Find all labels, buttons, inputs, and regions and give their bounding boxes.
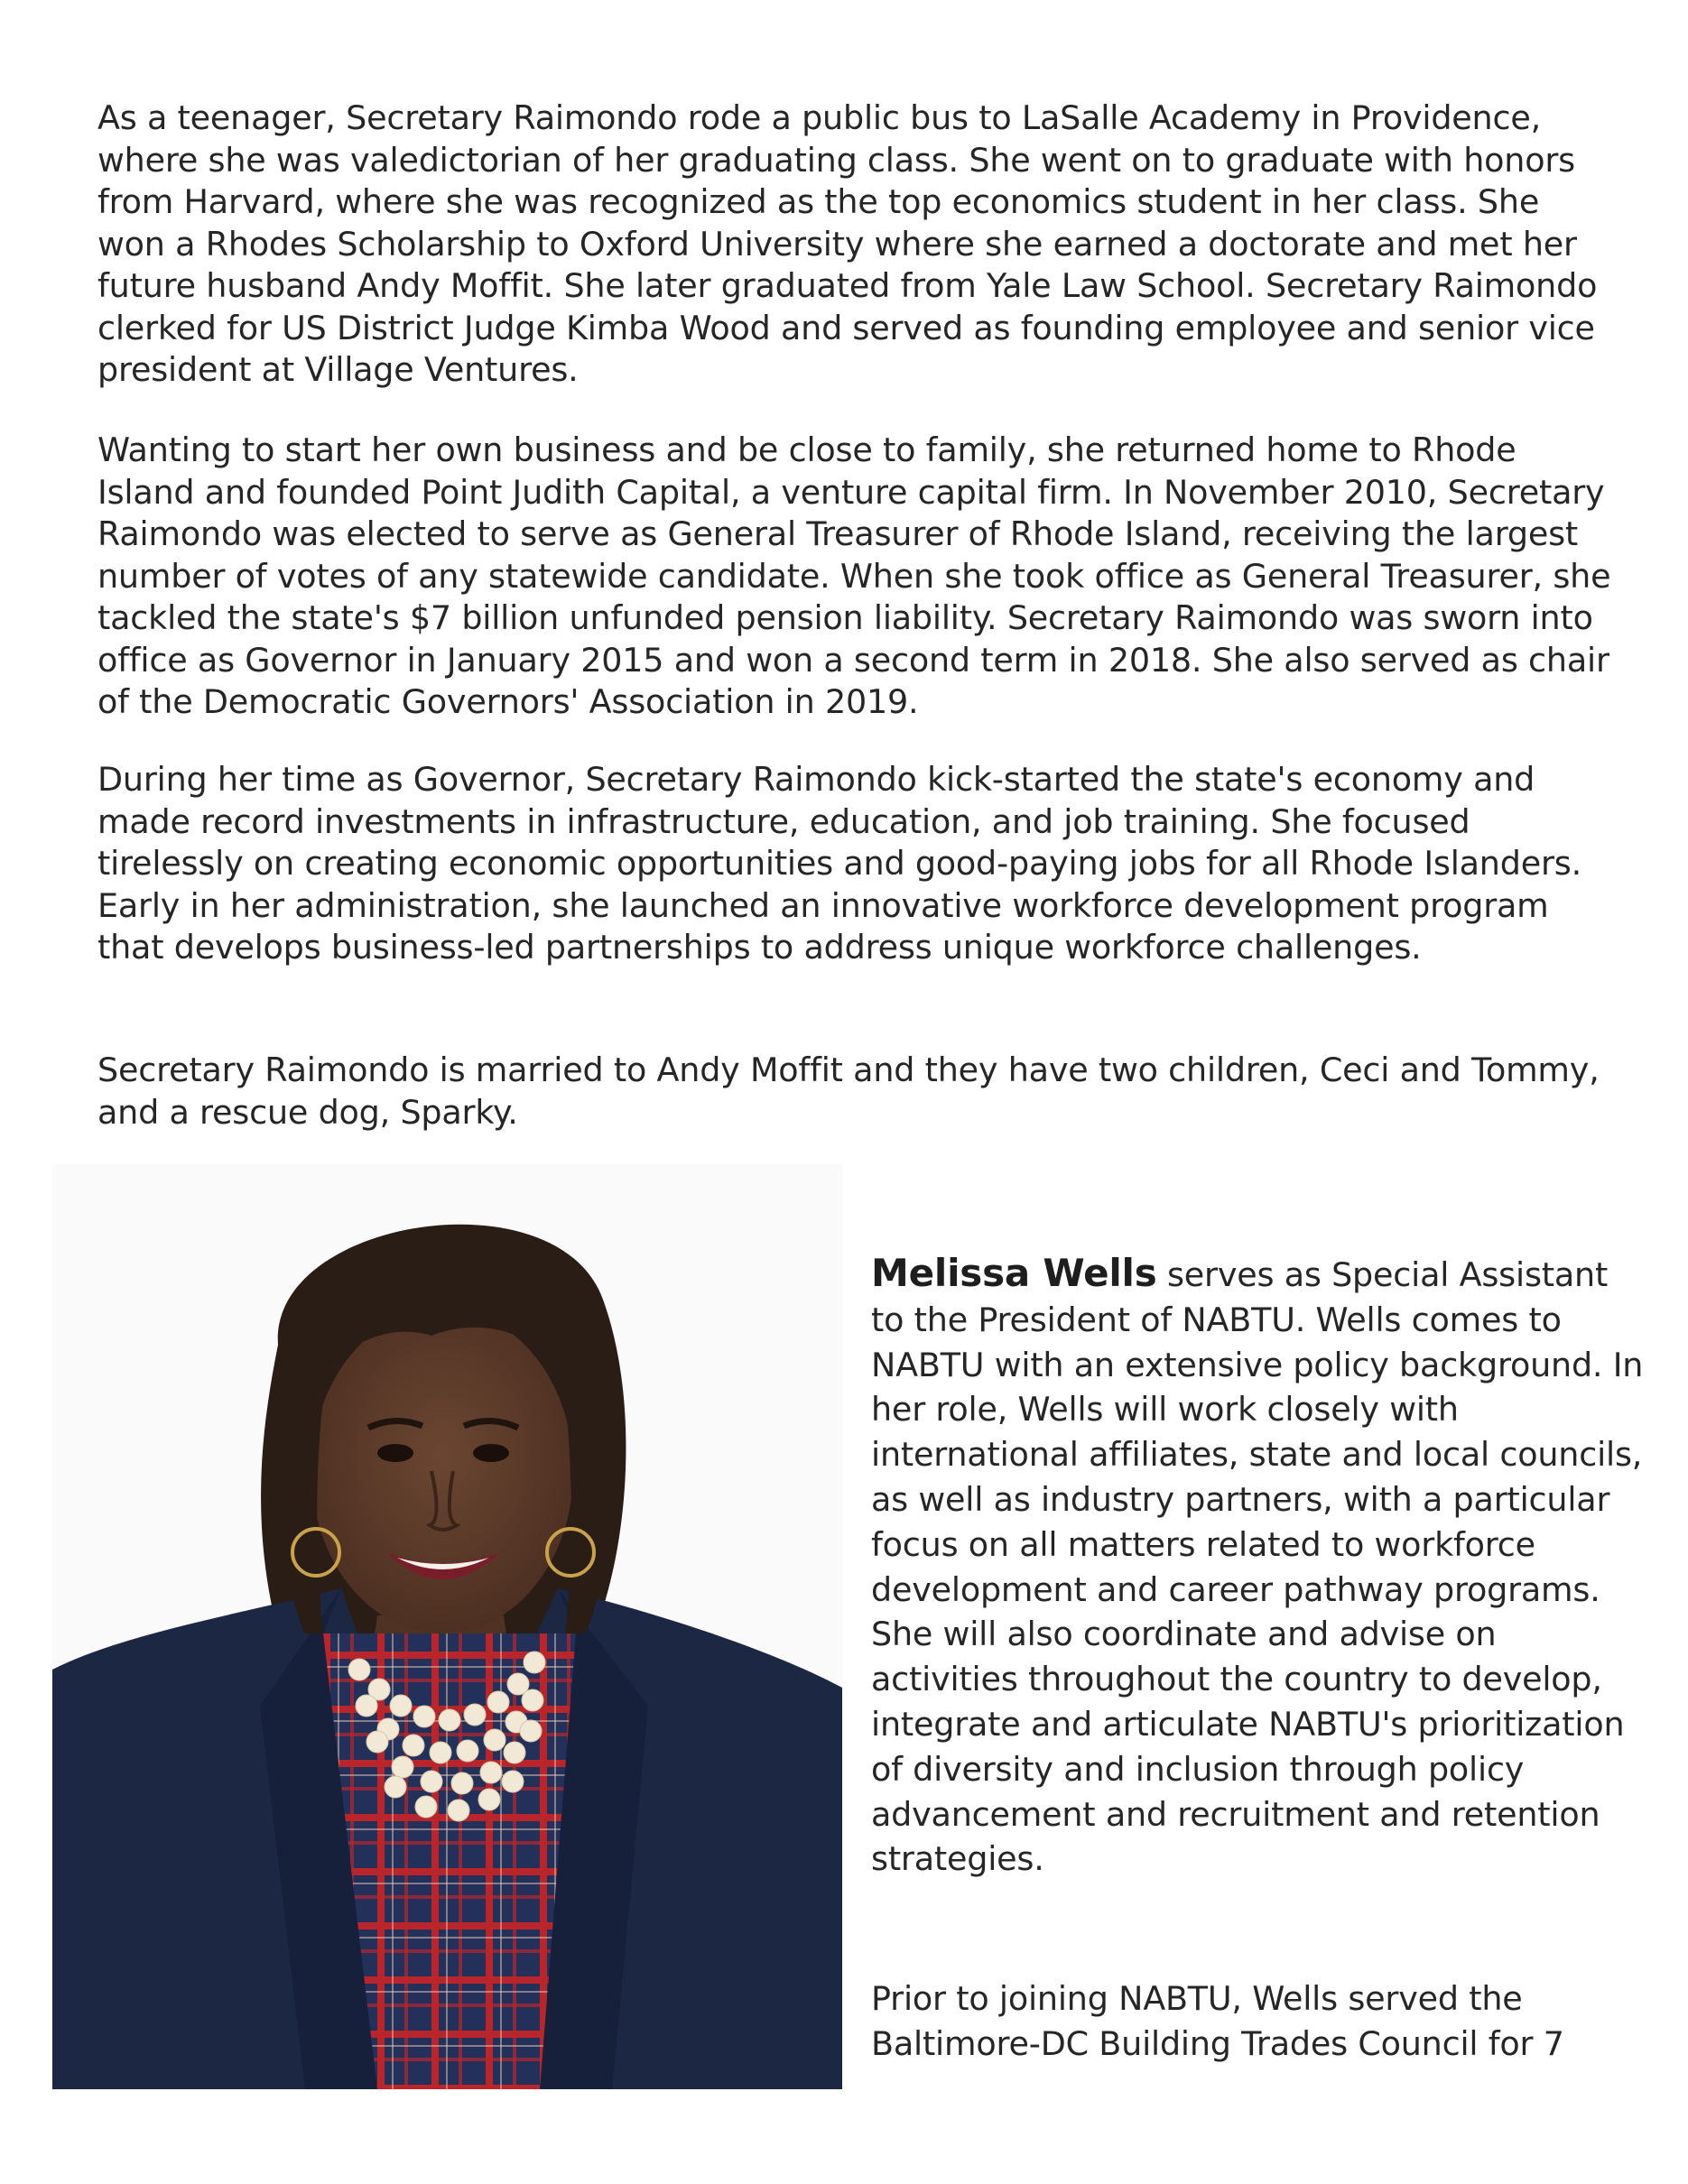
bio-paragraph: [871, 1251, 1647, 1882]
paragraph-family: Secretary Raimondo is married to Andy Moffit and they have two children, Ceci and Tommy, and a rescue dog, Sparky.: [97, 1050, 1600, 1132]
portrait-photo: [52, 1164, 842, 2089]
paragraph-career: Wanting to start her own business and be close to family, she returned home to Rhode Island and founded Point Judith Capital, a venture capital firm. In November 2010, Secretary Raimondo was elected to serve as General Treasurer of Rhode Island, receiving the largest number of votes of any statewide candidate. When she took office as General Treasurer, she tackled the state's $7 billion unfunded pension liability. Secretary Raimondo was sworn into office as Governor in January 2015 and won a second term in 2018. She also served as chair of the Democratic Governors' Association in 2019.: [97, 430, 1611, 721]
portrait-illustration: [52, 1164, 842, 2089]
bio-text: serves as Special Assistant to the President of NABTU. Wells comes to NABTU with an extensive policy background. In her role, Wells will work closely with international affiliates, state and local councils, as well as industry partners, with a particular focus on all matters related to workforce development and career pathway programs. She will also coordinate and advise on activities throughout the country to develop, integrate and articulate NABTU's prioritization of diversity and inclusion through policy advancement and recruitment and retention strategies.: [871, 1255, 1644, 1879]
bio-paragraph-2: Prior to joining NABTU, Wells served the Baltimore-DC Building Trades Council for 7: [871, 1979, 1564, 2063]
bio-name: Melissa Wells: [871, 1251, 1157, 1295]
paragraph-education: As a teenager, Secretary Raimondo rode a public bus to LaSalle Academy in Providence, where she was valedictorian of her graduating class. She went on to graduate with honors from Harvard, where she was recognized as the top economics student in her class. She won a Rhodes Scholarship to Oxford University where she earned a doctorate and met her future husband Andy Moffit. She later graduated from Yale Law School. Secretary Raimondo clerked for US District Judge Kimba Wood and served as founding employee and senior vice president at Village Ventures.: [97, 98, 1598, 389]
paragraph-governor: During her time as Governor, Secretary Raimondo kick-started the state's economy and made record investments in infrastructure, education, and job training. She focused tirelessly on creating economic opportunities and good-paying jobs for all Rhode Islanders. Early in her administration, she launched an innovative workforce development program that develops business-led partnerships to address unique workforce challenges.: [97, 760, 1581, 967]
